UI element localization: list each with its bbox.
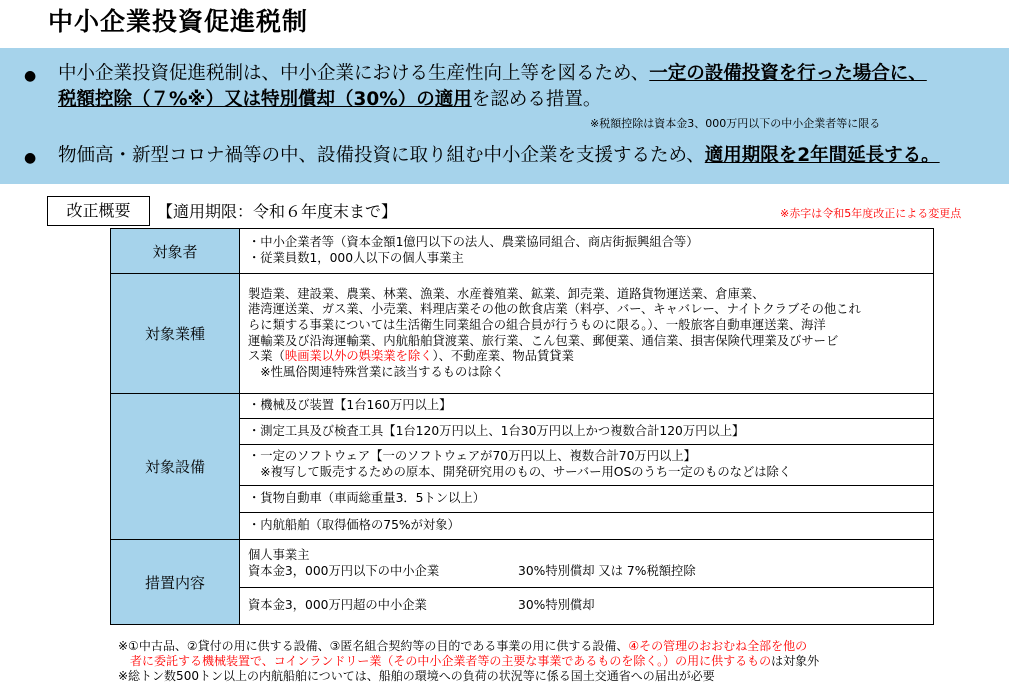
bullet-dot-icon: ● (24, 150, 37, 166)
footnote-1 (118, 639, 807, 653)
bullet-1-emphasis: 一定の設備投資を行った場合に、 (649, 63, 927, 84)
head-target-industries: 対象業種 (111, 274, 240, 394)
footnote-text: は対象外 (771, 654, 820, 668)
measures-line (248, 564, 925, 580)
industries-text: ス業（ (248, 349, 285, 364)
bullet-1-line-2 (58, 88, 601, 112)
tax-credit-note: ※税額控除は資本金3、000万円以下の中小企業者等に限る (590, 117, 881, 130)
bullet-1-text: 中小企業投資促進税制は、中小企業における生産性向上等を図るため、 (58, 63, 650, 84)
head-measures: 措置内容 (111, 540, 240, 625)
footnote-3: ※総トン数500トン以上の内航船舶については、船舶の環境への負荷の状況等に係る国土交通省への届出が必要 (118, 669, 715, 683)
head-target-equipment: 対象設備 (111, 394, 240, 540)
footnote-text: ※①中古品、②貸付の用に供する設備、③匿名組合契約等の目的である事業の用に供する設備、 (118, 639, 629, 653)
red-text-note: ※赤字は令和5年度改正による変更点 (780, 207, 962, 220)
summary-band (0, 48, 1009, 184)
measures-scope: 資本金3，000万円超の中小企業 (248, 598, 427, 613)
software-line: ・一定のソフトウェア【一のソフトウェアが70万円以上、複数合計70万円以上】 (248, 449, 696, 464)
application-period: 【適用期限：令和６年度末まで】 (157, 202, 398, 221)
bullet-2-line (58, 144, 940, 168)
industries-line: 製造業、建設業、農業、林業、漁業、水産養殖業、鉱業、卸売業、道路貨物運送業、倉庫業、 (248, 286, 765, 301)
target-persons-cell (240, 229, 934, 274)
equipment-item: ・貨物自動車（車両総重量3．5トン以上） (240, 486, 934, 513)
target-persons-line: ・従業員数1，000人以下の個人事業主 (248, 251, 464, 265)
measures-line: 個人事業主 (248, 547, 310, 562)
bullet-1-line-1 (58, 62, 927, 86)
bullet-dot-icon: ● (24, 68, 37, 84)
equipment-item (240, 445, 934, 486)
measures-scope: 資本金3，000万円以下の中小企業 (248, 563, 440, 578)
bullet-2-emphasis: 適用期限を2年間延長する。 (704, 145, 940, 166)
measures-cell-small (240, 540, 934, 588)
industries-exclusion-note: ※性風俗関連特殊営業に該当するものは除く (248, 364, 505, 379)
bullet-1-emphasis-2: 税額控除（７%※）又は特別償却（30%）の適用 (58, 89, 472, 110)
industries-line: 港湾運送業、ガス業、小売業、料理店業その他の飲食店業（料亭、バー、キャバレー、ナイトクラブその他これ (248, 302, 861, 317)
industries-red-text: 映画業以外の娯楽業を除く (284, 349, 433, 364)
bullet-2-text: 物価高・新型コロナ禍等の中、設備投資に取り組む中小企業を支援するため、 (58, 145, 705, 166)
software-exclusion-note: ※複写して販売するための原本、開発研究用のもの、サーバー用OSのうち一定のものなどは除く (248, 465, 792, 479)
industries-line: 運輸業及び沿海運輸業、内航船舶貸渡業、旅行業、こん包業、郵便業、通信業、損害保険代理業及びサービ (248, 333, 839, 348)
footnote-2 (118, 654, 819, 668)
industries-line (248, 349, 925, 365)
target-industries-cell (240, 274, 934, 394)
equipment-item: ・内航船舶（取得価格の75%が対象） (240, 513, 934, 540)
equipment-item: ・測定工具及び検査工具【1台120万円以上、1台30万円以上かつ複数合計120万円以上】 (240, 419, 934, 445)
footnote-red-text: ④その管理のおおむね全部を他の (628, 639, 808, 653)
measures-value: 30%特別償却 又は 7%税額控除 (518, 563, 696, 578)
measures-value: 30%特別償却 (518, 598, 595, 613)
equipment-item: ・機械及び装置【1台160万円以上】 (240, 394, 934, 419)
measures-cell-large (240, 588, 934, 625)
industries-text: ）、不動産業、物品賃貸業 (432, 349, 574, 364)
industries-line: らに類する事業については生活衛生同業組合の組合員が行うものに限る。）、一般旅客自動車運送業、海洋 (248, 317, 826, 332)
bullet-1-text-2: を認める措置。 (471, 89, 602, 110)
measure-table (110, 228, 934, 625)
target-persons-line: ・中小企業者等（資本金額1億円以下の法人、農業協同組合、商店街振興組合等） (248, 235, 699, 250)
footnote-red-text: 者に委託する機械装置で、コインランドリー業（その中小企業者等の主要な事業であるものを除く。）の用に供するもの (118, 654, 772, 668)
head-target-persons: 対象者 (111, 229, 240, 274)
page-title: 中小企業投資促進税制 (48, 7, 309, 36)
revision-summary-label: 改正概要 (47, 196, 150, 226)
